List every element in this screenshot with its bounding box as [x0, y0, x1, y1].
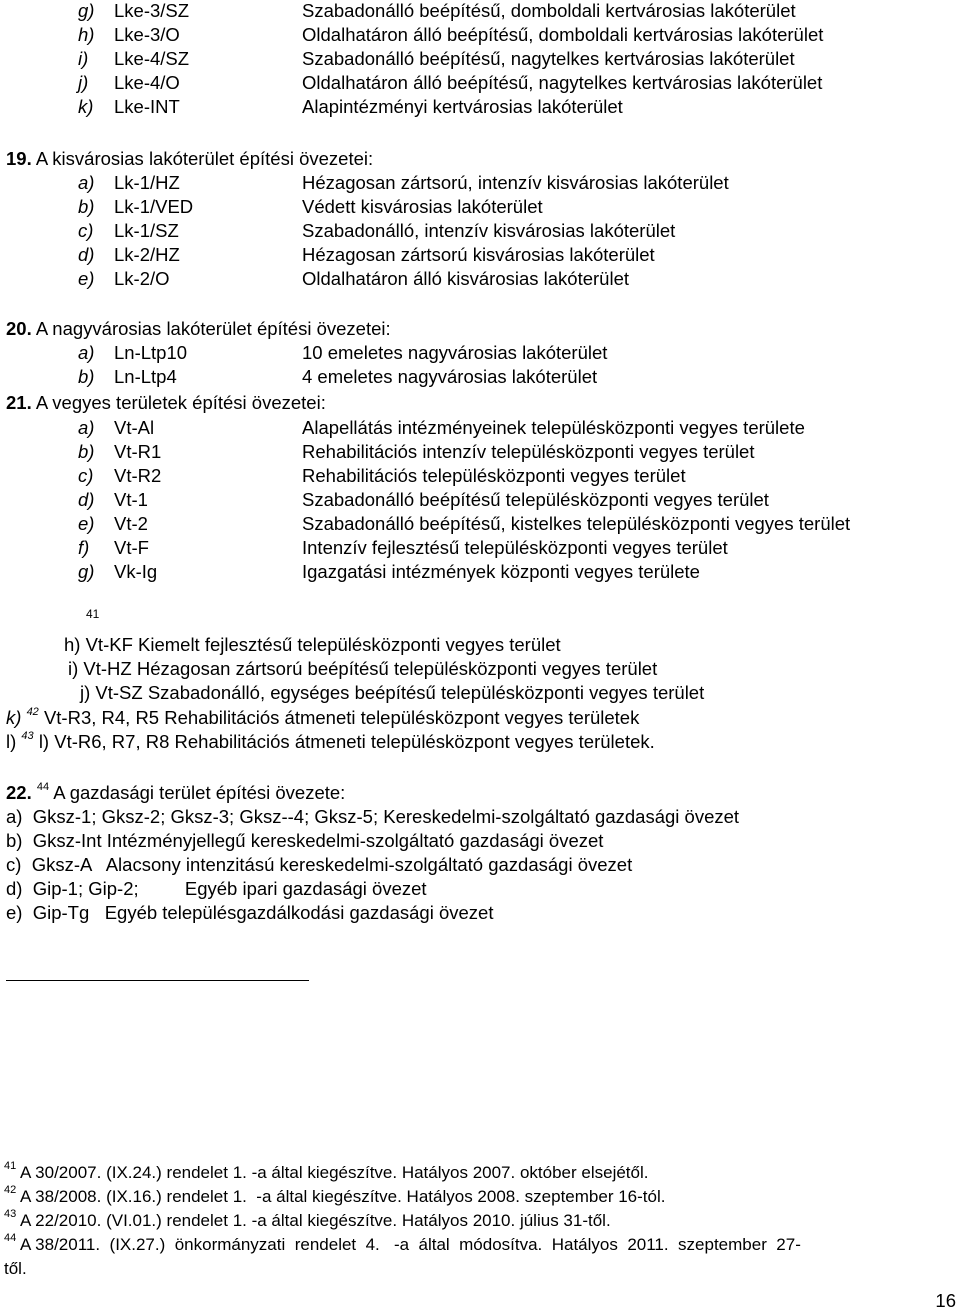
page-number: 16	[935, 1290, 956, 1311]
section-number: 21.	[6, 392, 32, 413]
zone-code: Vk-Ig	[114, 561, 158, 582]
section-title: A nagyvárosias lakóterület építési övezetei:	[35, 318, 391, 339]
item-label: d)	[78, 489, 95, 510]
list-item: j) Vt-SZ Szabadonálló, egységes beépítésű településközponti vegyes terület	[80, 682, 705, 703]
footnote-number: 44	[4, 1232, 17, 1245]
section-title: A vegyes területek építési övezetei:	[35, 392, 326, 413]
section-title: A kisvárosias lakóterület építési övezetei:	[35, 148, 374, 169]
footnote-number: 42	[4, 1184, 17, 1197]
zone-code: Lke-INT	[114, 96, 180, 117]
zone-description: Hézagosan zártsorú, intenzív kisvárosias lakóterület	[302, 172, 729, 193]
zone-code: Vt-F	[114, 537, 149, 558]
footnote	[4, 1162, 648, 1184]
footnote-text: A 38/2011. (IX.27.) önkormányzati rendelet 4. -a által módosítva. Hatályos 2011. szeptember 27-	[20, 1235, 801, 1254]
item-label: e)	[78, 268, 95, 289]
sec22-heading	[6, 782, 345, 804]
item-label: f)	[78, 537, 90, 558]
item-label: h)	[78, 24, 95, 45]
footnote-ref: 43	[21, 729, 34, 742]
zone-description: Szabadonálló beépítésű, nagytelkes kertvárosias lakóterület	[302, 48, 795, 69]
item-label: c)	[78, 220, 94, 241]
zone-code: Lke-3/O	[114, 24, 180, 45]
zone-code: Lk-1/SZ	[114, 220, 179, 241]
section-number: 22.	[6, 782, 32, 803]
item-label: a)	[78, 172, 95, 193]
footnote-ref: 41	[86, 607, 100, 621]
section-number: 20.	[6, 318, 32, 339]
zone-description: Hézagosan zártsorú kisvárosias lakóterület	[302, 244, 655, 265]
item-label: k)	[78, 96, 94, 117]
zone-code: Lk-1/VED	[114, 196, 194, 217]
footnote-text: A 30/2007. (IX.24.) rendelet 1. -a által kiegészítve. Hatályos 2007. október elsejétől.	[20, 1163, 649, 1182]
item-text: Vt-R3, R4, R5 Rehabilitációs átmeneti településközpont vegyes területek	[43, 707, 640, 728]
item-label: b)	[78, 366, 95, 387]
zone-description: Rehabilitációs településközponti vegyes terület	[302, 465, 686, 486]
item-label: g)	[78, 0, 95, 21]
sec20-heading	[6, 318, 391, 340]
zone-description: 4 emeletes nagyvárosias lakóterület	[302, 366, 598, 387]
list-item: h) Vt-KF Kiemelt fejlesztésű településközponti vegyes terület	[64, 634, 561, 655]
section-title: A gazdasági terület építési övezete:	[53, 782, 346, 803]
zone-description: Rehabilitációs intenzív településközponti vegyes terület	[302, 441, 755, 462]
zone-code: Vt-1	[114, 489, 148, 510]
item-label: g)	[78, 561, 95, 582]
footnote	[4, 1186, 665, 1208]
zone-code: Lke-4/O	[114, 72, 180, 93]
sec19-heading	[6, 148, 373, 170]
zone-description: Oldalhatáron álló kisvárosias lakóterület	[302, 268, 630, 289]
item-label: j)	[78, 72, 89, 93]
zone-description: Alapintézményi kertvárosias lakóterület	[302, 96, 623, 117]
list-item	[6, 707, 639, 729]
zone-description: Szabadonálló beépítésű településközponti vegyes terület	[302, 489, 769, 510]
item-label: k)	[6, 707, 22, 728]
list-item: e) Gip-Tg Egyéb településgazdálkodási gazdasági övezet	[6, 902, 494, 923]
footnote-ref: 44	[36, 780, 50, 793]
zone-code: Vt-R2	[114, 465, 162, 486]
zone-description: Igazgatási intézmények központi vegyes területe	[302, 561, 700, 582]
zone-code: Lk-2/HZ	[114, 244, 180, 265]
zone-description: Oldalhatáron álló beépítésű, domboldali kertvárosias lakóterület	[302, 24, 824, 45]
item-label: c)	[78, 465, 94, 486]
list-item: i) Vt-HZ Hézagosan zártsorú beépítésű településközponti vegyes terület	[68, 658, 658, 679]
list-item	[6, 731, 655, 753]
footnote	[4, 1210, 611, 1232]
item-label: l)	[6, 731, 17, 752]
footnote-number: 41	[4, 1160, 17, 1173]
item-label: a)	[78, 417, 95, 438]
item-label: b)	[78, 441, 95, 462]
zone-code: Vt-2	[114, 513, 148, 534]
list-item: b) Gksz-Int Intézményjellegű kereskedelmi-szolgáltató gazdasági övezet	[6, 830, 604, 851]
item-label: d)	[78, 244, 95, 265]
footnote	[4, 1234, 801, 1256]
footnote-text: A 38/2008. (IX.16.) rendelet 1. -a által kiegészítve. Hatályos 2008. szeptember 16-tól.	[20, 1187, 666, 1206]
zone-code: Ln-Ltp10	[114, 342, 188, 363]
list-item: c) Gksz-A Alacsony intenzitású kereskedelmi-szolgáltató gazdasági övezet	[6, 854, 633, 875]
section-number: 19.	[6, 148, 32, 169]
zone-code: Lk-2/O	[114, 268, 170, 289]
footnote-continuation: től.	[4, 1259, 27, 1278]
zone-code: Vt-Al	[114, 417, 155, 438]
zone-description: Szabadonálló beépítésű, kistelkes településközponti vegyes terület	[302, 513, 851, 534]
zone-description: Szabadonálló, intenzív kisvárosias lakóterület	[302, 220, 676, 241]
sec21-heading	[6, 392, 326, 414]
footnote-separator	[6, 980, 309, 981]
footnote-ref: 42	[26, 705, 39, 718]
zone-code: Lke-3/SZ	[114, 0, 190, 21]
zone-code: Ln-Ltp4	[114, 366, 177, 387]
zone-description: Oldalhatáron álló beépítésű, nagytelkes kertvárosias lakóterület	[302, 72, 823, 93]
item-label: b)	[78, 196, 95, 217]
zone-description: Alapellátás intézményeinek településközponti vegyes területe	[302, 417, 805, 438]
item-text: l) Vt-R6, R7, R8 Rehabilitációs átmeneti településközpont vegyes területek.	[38, 731, 655, 752]
zone-description: Védett kisvárosias lakóterület	[302, 196, 543, 217]
list-item: d) Gip-1; Gip-2; Egyéb ipari gazdasági övezet	[6, 878, 427, 899]
list-item: a) Gksz-1; Gksz-2; Gksz-3; Gksz--4; Gksz-5; Kereskedelmi-szolgáltató gazdasági övezet	[6, 806, 740, 827]
zone-description: Intenzív fejlesztésű településközponti vegyes terület	[302, 537, 728, 558]
item-label: i)	[78, 48, 89, 69]
footnote-text: A 22/2010. (VI.01.) rendelet 1. -a által kiegészítve. Hatályos 2010. július 31-től.	[20, 1211, 611, 1230]
zone-code: Lke-4/SZ	[114, 48, 190, 69]
item-label: a)	[78, 342, 95, 363]
zone-description: Szabadonálló beépítésű, domboldali kertvárosias lakóterület	[302, 0, 796, 21]
footnote-number: 43	[4, 1208, 17, 1221]
zone-code: Vt-R1	[114, 441, 162, 462]
item-label: e)	[78, 513, 95, 534]
zone-description: 10 emeletes nagyvárosias lakóterület	[302, 342, 608, 363]
zone-code: Lk-1/HZ	[114, 172, 180, 193]
